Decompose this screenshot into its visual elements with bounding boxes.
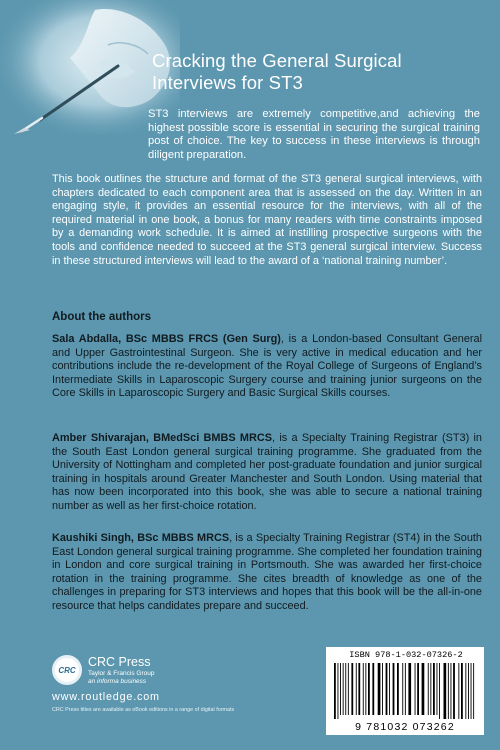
author-name: Amber Shivarajan, BMedSci BMBS MRCS (52, 432, 272, 444)
barcode-bar (415, 663, 416, 715)
barcode-bar (458, 663, 459, 719)
book-title (152, 50, 482, 94)
barcode-bar (386, 663, 388, 715)
publisher-name: CRC Press (88, 655, 151, 669)
barcode-bar (343, 663, 344, 715)
barcode-bar (430, 663, 431, 715)
barcode-bar (345, 663, 346, 715)
barcode-bar (393, 663, 395, 715)
description-paragraph: This book outlines the structure and format of the ST3 general surgical interviews, with chapters dedicated to each component area that is assessed on the day. Written in an engaging style, it provides an essential resource for the interviews, with all of the required material in one book, a bonus for many readers with time constraints imposed by a demanding work schedule. It is aimed at instilling prospective surgeons with the tools and confidence needed to succeed at the ST3 general surgical interview. Success in these structured interviews will lead to the award of a ‘national training number’. (52, 173, 482, 267)
barcode-bar (465, 663, 466, 719)
barcode-bar (389, 663, 390, 715)
barcode-bar (471, 663, 472, 719)
barcode-bar (437, 663, 438, 715)
ebook-fineprint: CRC Press titles are available as eBook editions in a range of digital formats (52, 707, 235, 713)
barcode-bar (356, 663, 357, 715)
barcode-bar (348, 663, 349, 715)
barcode-bar (378, 663, 381, 715)
about-authors-heading: About the authors (52, 311, 152, 323)
author-bio (52, 432, 482, 514)
isbn-label: ISBN 978-1-032-07326-2 (349, 650, 463, 660)
author-bio-text: , is a London-based Consultant General and Upper Gastrointestinal Surgeon. She is very active in medical education and her contributions include the re-development of the Royal College of Surgeons of England’s Intermediate Skills in Laparoscopic Surgery course and training junior surgeons on the Core Skills in Laparoscopic Surgery and Basic Surgical Skills courses. (52, 333, 483, 400)
barcode-bar (448, 663, 449, 719)
barcode-bar (402, 663, 403, 715)
barcode-bar (468, 663, 469, 719)
crc-logo-icon: CRC (52, 655, 82, 685)
isbn-digits: 9 781032 073262 (355, 721, 455, 733)
barcode-bar (365, 663, 366, 715)
barcode-bar (444, 663, 447, 719)
barcode-bar (408, 663, 411, 715)
book-title-line1: Cracking the General Surgical (152, 50, 402, 71)
barcode-bar (358, 663, 360, 715)
barcode-bar (368, 663, 370, 715)
barcode-bar (433, 663, 435, 715)
barcode-bar (417, 663, 419, 715)
barcode-bar (439, 663, 440, 719)
intro-paragraph: ST3 interviews are extremely competitive,and achieving the highest possible score is essential in securing the surgical training post of choice. The key to success in these interviews is through diligent preparation. (148, 108, 480, 161)
isbn-barcode-block (326, 647, 484, 735)
publisher-business: an informa business (88, 678, 147, 685)
barcode-bar (428, 663, 429, 715)
barcode-bar (461, 663, 463, 719)
barcode-bar (451, 663, 452, 719)
publisher-logo (52, 655, 232, 685)
barcode-bar (340, 663, 341, 715)
barcode-bar (405, 663, 406, 715)
author-bio-text: , is a Specialty Training Registrar (ST4) in the South East London general surgical training programme. She completed her foundation training in London and core surgical training in Portsmouth. She was awarded her first-choice rotation in the training programme. She cites breadth of knowledge as one of the challenges in preparing for ST3 interviews and hopes that this book will be the all-in-one resource that helps candidates prepare and succeed. (52, 532, 482, 612)
barcode-bar (351, 663, 353, 715)
barcode-bar (422, 663, 425, 715)
barcode-bar (363, 663, 364, 715)
author-bio-text: , is a Specialty Training Registrar (ST3) in the South East London general surgical training programme. She graduated from the University of Nottingham and completed her post-graduate foundation and junior surgical training in hospitals around Greater Manchester and South London. Using material that has now been incorporated into this book, she was able to secure a national training number as well as her first-choice rotation. (52, 432, 482, 512)
publisher-url[interactable]: www.routledge.com (52, 691, 160, 703)
barcode-bar (397, 663, 399, 715)
publisher-group: Taylor & Francis Group (88, 670, 155, 677)
author-bio (52, 532, 482, 614)
barcode-bar (473, 663, 474, 719)
barcode-bar (382, 663, 383, 715)
author-bio (52, 333, 482, 401)
book-title-line2: Interviews for ST3 (152, 72, 303, 93)
barcode-bar (338, 663, 339, 719)
barcode-bar (334, 663, 336, 719)
barcode-bar (453, 663, 455, 719)
barcode-graphic (332, 663, 478, 719)
barcode-bar (372, 663, 374, 715)
author-name: Sala Abdalla, BSc MBBS FRCS (Gen Surg) (52, 333, 281, 345)
author-name: Kaushiki Singh, BSc MBBS MRCS (52, 532, 230, 544)
